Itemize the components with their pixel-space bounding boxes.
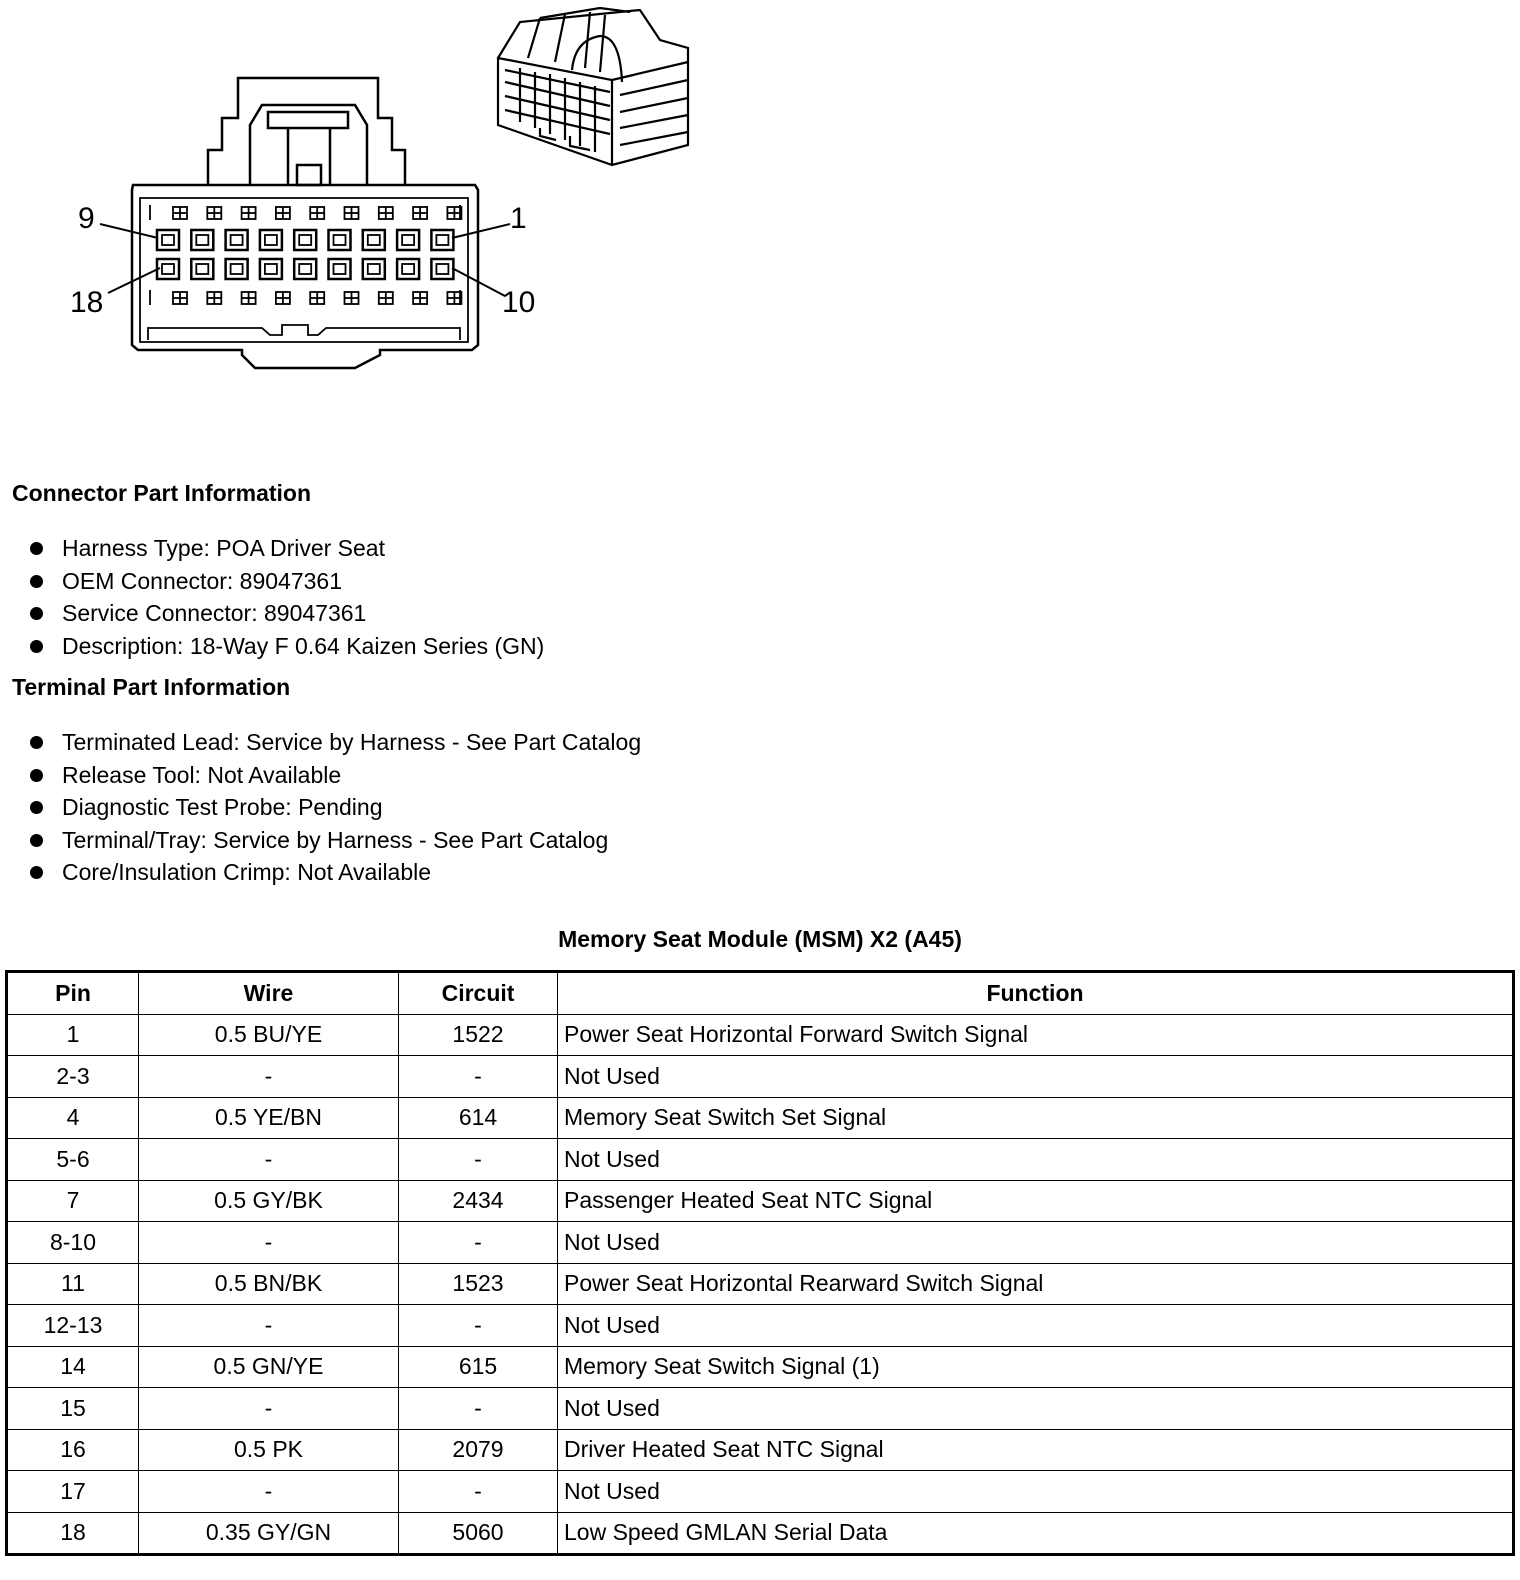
pin-hole (276, 207, 290, 219)
pin-cavity (397, 259, 419, 279)
list-item (30, 759, 641, 792)
pin-hole (413, 292, 427, 304)
cell-function: Power Seat Horizontal Forward Switch Signal (558, 1014, 1514, 1056)
list-item (30, 532, 544, 565)
cell-wire: 0.5 BN/BK (139, 1263, 399, 1305)
cell-function: Not Used (558, 1139, 1514, 1181)
cell-circuit: 1522 (399, 1014, 558, 1056)
cell-function: Passenger Heated Seat NTC Signal (558, 1180, 1514, 1222)
cell-wire: 0.5 GN/YE (139, 1346, 399, 1388)
cell-pin: 16 (7, 1429, 139, 1471)
cell-circuit: - (399, 1388, 558, 1430)
table-row (7, 1222, 1514, 1264)
cell-wire: - (139, 1305, 399, 1347)
table-row (7, 1097, 1514, 1139)
list-item (30, 791, 641, 824)
connector-info-list (30, 532, 544, 662)
cell-function: Not Used (558, 1388, 1514, 1430)
table-row (7, 1471, 1514, 1513)
cell-circuit: 2079 (399, 1429, 558, 1471)
cell-pin: 12-13 (7, 1305, 139, 1347)
cell-circuit: - (399, 1056, 558, 1098)
pin-label-1: 1 (510, 202, 527, 235)
cell-wire: - (139, 1388, 399, 1430)
bullet-icon (30, 736, 43, 749)
bullet-icon (30, 607, 43, 620)
cell-function: Memory Seat Switch Signal (1) (558, 1346, 1514, 1388)
pin-cavity (329, 259, 351, 279)
cell-circuit: 614 (399, 1097, 558, 1139)
list-item (30, 565, 544, 598)
table-header-row (7, 972, 1514, 1015)
cell-function: Low Speed GMLAN Serial Data (558, 1512, 1514, 1555)
pin-label-9: 9 (78, 202, 95, 235)
cell-circuit: 5060 (399, 1512, 558, 1555)
cell-wire: - (139, 1222, 399, 1264)
pin-cavity (157, 259, 179, 279)
list-item-text: Terminated Lead: Service by Harness - See Part Catalog (62, 729, 642, 755)
cell-function: Not Used (558, 1471, 1514, 1513)
list-item-text: Description: 18-Way F 0.64 Kaizen Series (GN) (62, 632, 545, 659)
pin-cavity (226, 230, 248, 250)
cell-wire: - (139, 1139, 399, 1181)
pin-label-18: 18 (70, 286, 104, 319)
pin-cavity (431, 259, 453, 279)
cell-wire: 0.5 BU/YE (139, 1014, 399, 1056)
table-row (7, 1139, 1514, 1181)
cell-circuit: - (399, 1471, 558, 1513)
table-row (7, 1305, 1514, 1347)
pin-hole (173, 292, 187, 304)
pin-cavity (363, 259, 385, 279)
column-header-wire: Wire (139, 972, 399, 1015)
table-title: Memory Seat Module (MSM) X2 (A45) (558, 926, 962, 952)
pin-cavity (191, 230, 213, 250)
pin-cavity (260, 259, 282, 279)
terminal-info-list (30, 726, 641, 889)
pin-hole (207, 207, 221, 219)
bullet-icon (30, 866, 43, 879)
table-row (7, 1346, 1514, 1388)
list-item (30, 726, 641, 759)
pin-hole (413, 207, 427, 219)
cell-function: Not Used (558, 1056, 1514, 1098)
cell-function: Not Used (558, 1222, 1514, 1264)
pin-hole (379, 207, 393, 219)
connector-latch (208, 78, 405, 185)
pin-cavity (294, 259, 316, 279)
connector-info-heading: Connector Part Information (12, 480, 312, 506)
cell-pin: 4 (7, 1097, 139, 1139)
terminal-info-heading: Terminal Part Information (12, 674, 291, 700)
bullet-icon (30, 542, 43, 555)
cell-circuit: 2434 (399, 1180, 558, 1222)
column-header-function: Function (558, 972, 1514, 1015)
cell-wire: - (139, 1056, 399, 1098)
pin-hole (345, 292, 359, 304)
cell-wire: - (139, 1471, 399, 1513)
bullet-icon (30, 801, 43, 814)
list-item-text: Core/Insulation Crimp: Not Available (62, 859, 432, 885)
cell-circuit: - (399, 1139, 558, 1181)
cell-pin: 11 (7, 1263, 139, 1305)
table-row (7, 1263, 1514, 1305)
bullet-icon (30, 640, 43, 653)
connector-3d-view (498, 8, 688, 165)
pin-cavity (226, 259, 248, 279)
pin-cavity (157, 230, 179, 250)
pin-cavities-row-1 (157, 230, 453, 250)
pin-cavity (191, 259, 213, 279)
bullet-icon (30, 769, 43, 782)
pin-cavities-row-2 (157, 259, 453, 279)
table-row (7, 1429, 1514, 1471)
pin-hole (310, 207, 324, 219)
list-item-text: Release Tool: Not Available (62, 761, 342, 788)
list-item-text: OEM Connector: 89047361 (62, 567, 343, 594)
cell-circuit: - (399, 1222, 558, 1264)
cell-circuit: 615 (399, 1346, 558, 1388)
cell-wire: 0.5 PK (139, 1429, 399, 1471)
cell-pin: 1 (7, 1014, 139, 1056)
cell-function: Memory Seat Switch Set Signal (558, 1097, 1514, 1139)
cell-wire: 0.35 GY/GN (139, 1512, 399, 1555)
pin-hole (310, 292, 324, 304)
table-row (7, 1512, 1514, 1555)
pin-hole (276, 292, 290, 304)
cell-wire: 0.5 YE/BN (139, 1097, 399, 1139)
pin-cavity (397, 230, 419, 250)
pin-cavity (431, 230, 453, 250)
list-item-text: Harness Type: POA Driver Seat (62, 535, 385, 561)
list-item (30, 856, 641, 889)
table-row (7, 1056, 1514, 1098)
cell-pin: 18 (7, 1512, 139, 1555)
cell-pin: 8-10 (7, 1222, 139, 1264)
pin-hole (207, 292, 221, 304)
connector-diagram (60, 0, 780, 400)
cell-function: Driver Heated Seat NTC Signal (558, 1429, 1514, 1471)
pin-hole (345, 207, 359, 219)
cell-function: Power Seat Horizontal Rearward Switch Signal (558, 1263, 1514, 1305)
pin-hole (173, 207, 187, 219)
bullet-icon (30, 834, 43, 847)
list-item-text: Diagnostic Test Probe: Pending (62, 794, 383, 820)
cell-pin: 2-3 (7, 1056, 139, 1098)
column-header-pin: Pin (7, 972, 139, 1015)
pin-hole (379, 292, 393, 304)
cell-pin: 7 (7, 1180, 139, 1222)
cell-pin: 5-6 (7, 1139, 139, 1181)
pin-hole (242, 292, 256, 304)
table-body (7, 1014, 1514, 1555)
cell-pin: 17 (7, 1471, 139, 1513)
cell-circuit: - (399, 1305, 558, 1347)
table-row (7, 1388, 1514, 1430)
list-item (30, 824, 641, 857)
pin-cavity (363, 230, 385, 250)
cell-pin: 14 (7, 1346, 139, 1388)
cell-circuit: 1523 (399, 1263, 558, 1305)
cell-pin: 15 (7, 1388, 139, 1430)
list-item-text: Service Connector: 89047361 (62, 600, 367, 626)
pinout-table (5, 970, 1515, 1556)
pin-cavity (294, 230, 316, 250)
cell-function: Not Used (558, 1305, 1514, 1347)
pin-holes-bottom-row (173, 292, 461, 304)
pin-holes-top-row (173, 207, 461, 219)
table-row (7, 1180, 1514, 1222)
pin-cavity (260, 230, 282, 250)
list-item-text: Terminal/Tray: Service by Harness - See Part Catalog (62, 826, 609, 853)
column-header-circuit: Circuit (399, 972, 558, 1015)
pin-label-10: 10 (502, 286, 536, 319)
cell-wire: 0.5 GY/BK (139, 1180, 399, 1222)
list-item (30, 630, 544, 663)
pin-hole (242, 207, 256, 219)
pin-cavity (329, 230, 351, 250)
bullet-icon (30, 575, 43, 588)
list-item (30, 597, 544, 630)
table-row (7, 1014, 1514, 1056)
